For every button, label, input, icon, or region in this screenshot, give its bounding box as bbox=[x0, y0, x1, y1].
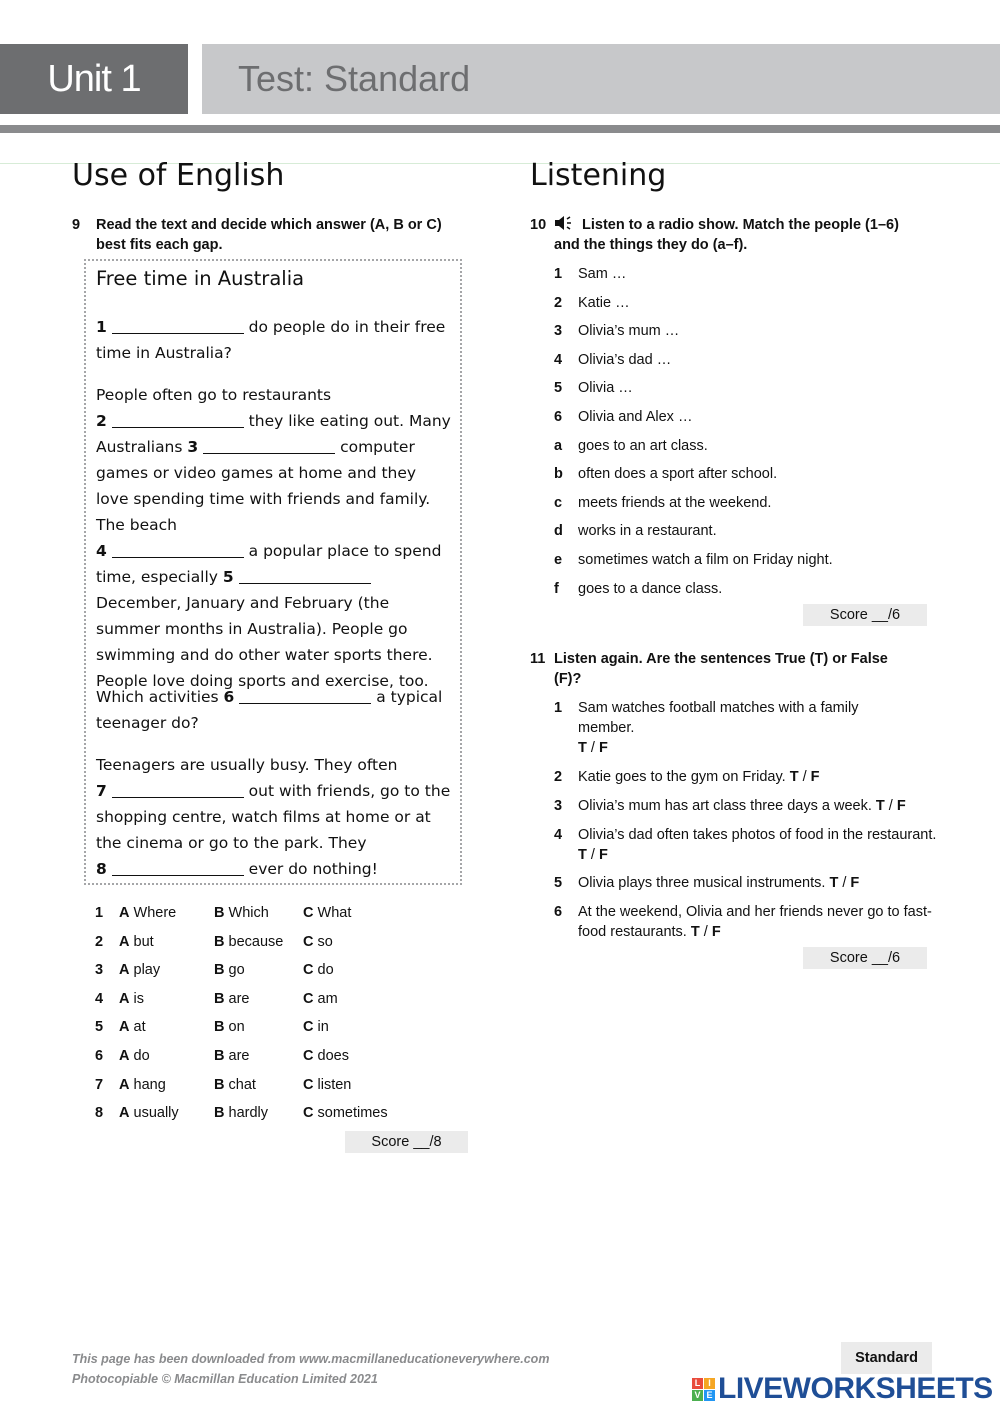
gap-number: 1 bbox=[96, 318, 107, 336]
option-b[interactable]: B are bbox=[214, 1048, 250, 1064]
option-number: 8 bbox=[95, 1105, 104, 1122]
option-a[interactable]: A hang bbox=[119, 1076, 166, 1093]
item-text: At the weekend, Olivia and her friends never go to fast-food restaurants. T / F bbox=[578, 904, 932, 940]
item-label: 5 bbox=[554, 380, 563, 397]
true-option[interactable]: T bbox=[578, 847, 587, 863]
reading-paragraph-4 bbox=[96, 752, 452, 882]
liveworksheets-logo[interactable] bbox=[692, 1372, 993, 1406]
option-number: 7 bbox=[95, 1076, 104, 1093]
option-a[interactable]: A is bbox=[119, 990, 144, 1007]
logo-grid-icon bbox=[692, 1378, 715, 1401]
option-b[interactable]: B on bbox=[214, 1019, 245, 1036]
option-a[interactable]: A usually bbox=[119, 1105, 179, 1122]
option-c[interactable]: C What bbox=[303, 905, 352, 921]
option-b[interactable]: B go bbox=[214, 962, 245, 979]
use-of-english-heading: Use of English bbox=[72, 158, 285, 193]
item-text: Olivia plays three musical instruments. T / F bbox=[578, 875, 860, 891]
tf-separator: / bbox=[586, 847, 599, 863]
option-c[interactable]: C listen bbox=[303, 1076, 352, 1093]
item-text: Olivia and Alex … bbox=[578, 409, 693, 425]
item-label: 1 bbox=[554, 266, 563, 282]
option-b[interactable]: B are bbox=[214, 990, 250, 1007]
true-option[interactable]: T bbox=[578, 740, 587, 756]
item-label: e bbox=[554, 552, 563, 568]
reading-text: Teenagers are usually busy. They often bbox=[96, 756, 398, 774]
option-a[interactable]: A at bbox=[119, 1019, 146, 1036]
tf-separator: / bbox=[586, 740, 599, 756]
item-label: c bbox=[554, 494, 563, 511]
item-text: Olivia’s mum … bbox=[578, 323, 680, 340]
reading-paragraph-1 bbox=[96, 314, 452, 366]
gap-number: 6 bbox=[223, 688, 235, 706]
option-b[interactable]: B chat bbox=[214, 1076, 256, 1093]
gap-number: 2 bbox=[96, 412, 107, 430]
option-b[interactable]: B hardly bbox=[214, 1105, 269, 1122]
gap-2[interactable] bbox=[112, 413, 244, 428]
reading-text: they like eating out. Many Australians bbox=[96, 412, 451, 456]
logo-letter: I bbox=[704, 1378, 715, 1389]
item-text: Olivia … bbox=[578, 380, 633, 397]
tf-separator: / bbox=[884, 798, 897, 814]
reading-text: Which activities bbox=[96, 688, 219, 706]
item-label: 2 bbox=[554, 769, 563, 785]
gap-number: 4 bbox=[96, 542, 107, 560]
reading-text: December, January and February (the summer months in Australia). People go swimming and do other water sports there. People love doing sports and exercise, too. bbox=[96, 594, 433, 690]
item-label: 3 bbox=[554, 323, 563, 340]
level-tab: Standard bbox=[841, 1342, 932, 1374]
question-number: 10 bbox=[530, 217, 547, 233]
reading-text: a popular place to spend time, especially bbox=[96, 542, 442, 586]
option-c[interactable]: C does bbox=[303, 1048, 349, 1064]
gap-3[interactable] bbox=[203, 439, 335, 454]
true-option[interactable]: T bbox=[875, 798, 885, 814]
reading-text: out with friends, go to the shopping centre, watch films at home or at the cinema or go to the park. They bbox=[96, 782, 451, 852]
gap-1[interactable] bbox=[112, 319, 244, 334]
test-title: Test: Standard bbox=[238, 58, 471, 99]
reading-text: ever do nothing! bbox=[248, 860, 378, 878]
gap-5[interactable] bbox=[239, 569, 371, 584]
score-box-q9: Score __/8 bbox=[345, 1131, 468, 1153]
score-box-q11: Score __/6 bbox=[803, 947, 927, 969]
item-label: b bbox=[554, 466, 563, 483]
false-option[interactable]: F bbox=[598, 740, 608, 756]
gap-number: 5 bbox=[222, 568, 234, 586]
download-note: This page has been downloaded from www.macmillaneducationeverywhere.com bbox=[72, 1352, 550, 1366]
header-divider bbox=[0, 125, 1000, 133]
item-text: works in a restaurant. bbox=[578, 523, 717, 540]
gap-6[interactable] bbox=[239, 689, 371, 704]
option-a[interactable]: A but bbox=[119, 933, 154, 950]
item-text: sometimes watch a film on Friday night. bbox=[578, 552, 833, 568]
question-instruction: Read the text and decide which answer (A, B or C) best fits each gap. bbox=[96, 217, 442, 253]
logo-text: LIVEWORKSHEETS bbox=[718, 1372, 993, 1405]
item-text: Sam watches football matches with a family member. T / F bbox=[578, 700, 859, 756]
gap-7[interactable] bbox=[112, 783, 244, 798]
reading-text: computer games or video games at home and they love spending time with friends and family. The beach bbox=[96, 438, 431, 534]
option-a[interactable]: A Where bbox=[119, 905, 177, 921]
true-option[interactable]: T bbox=[789, 769, 799, 785]
option-number: 4 bbox=[95, 990, 104, 1007]
option-a[interactable]: A play bbox=[119, 962, 161, 979]
false-option[interactable]: F bbox=[810, 769, 820, 785]
item-text: Olivia’s dad … bbox=[578, 351, 672, 368]
tf-separator: / bbox=[699, 924, 712, 940]
reading-paragraph-3 bbox=[96, 684, 452, 736]
listening-heading: Listening bbox=[530, 158, 667, 193]
item-label: 3 bbox=[554, 798, 563, 814]
item-text: goes to an art class. bbox=[578, 437, 708, 454]
gap-4[interactable] bbox=[112, 543, 244, 558]
item-label: d bbox=[554, 523, 563, 540]
reading-text: People often go to restaurants bbox=[96, 386, 332, 404]
item-text: Olivia’s mum has art class three days a week. T / F bbox=[578, 798, 906, 814]
score-box-q10: Score __/6 bbox=[803, 604, 927, 626]
gap-number: 8 bbox=[96, 860, 107, 878]
reading-paragraph-2 bbox=[96, 382, 452, 694]
item-label: f bbox=[554, 580, 559, 597]
item-text: Olivia’s dad often takes photos of food in the restaurant. T / F bbox=[578, 827, 937, 863]
item-text: meets friends at the weekend. bbox=[578, 494, 772, 511]
item-label: 1 bbox=[554, 700, 563, 716]
tf-separator: / bbox=[838, 875, 851, 891]
false-option[interactable]: F bbox=[896, 798, 906, 814]
item-text: Katie goes to the gym on Friday. T / F bbox=[578, 769, 820, 785]
question-instruction: Listen again. Are the sentences True (T) or False (F)? bbox=[554, 651, 888, 687]
option-number: 6 bbox=[95, 1048, 104, 1064]
item-text: goes to a dance class. bbox=[578, 580, 723, 597]
question-instruction: Listen to a radio show. Match the people (1–6) and the things they do (a–f). bbox=[554, 217, 899, 253]
item-label: 6 bbox=[554, 409, 563, 425]
option-number: 2 bbox=[95, 933, 104, 950]
option-c[interactable]: C in bbox=[303, 1019, 329, 1036]
question-instruction-wrap bbox=[554, 215, 924, 255]
question-number: 9 bbox=[72, 217, 81, 233]
logo-letter: E bbox=[704, 1390, 715, 1401]
option-number: 3 bbox=[95, 962, 104, 979]
reading-text: do people do in their free time in Australia? bbox=[96, 318, 446, 362]
audio-speaker-icon[interactable] bbox=[554, 215, 576, 231]
item-label: 4 bbox=[554, 351, 563, 368]
item-label: a bbox=[554, 437, 563, 454]
logo-letter: V bbox=[692, 1390, 703, 1401]
question-number: 11 bbox=[530, 651, 546, 667]
reading-text-box bbox=[84, 259, 462, 885]
true-option[interactable]: T bbox=[690, 924, 700, 940]
unit-label: Unit 1 bbox=[0, 44, 188, 114]
option-number: 5 bbox=[95, 1019, 104, 1036]
item-text: often does a sport after school. bbox=[578, 466, 778, 483]
test-title-bar bbox=[202, 44, 1000, 114]
option-number: 1 bbox=[95, 905, 104, 921]
tf-separator: / bbox=[798, 769, 811, 785]
option-c[interactable]: C am bbox=[303, 990, 338, 1007]
reading-title: Free time in Australia bbox=[96, 267, 305, 290]
item-label: 5 bbox=[554, 875, 563, 891]
gap-number: 7 bbox=[96, 782, 107, 800]
false-option[interactable]: F bbox=[598, 847, 608, 863]
item-text: Katie … bbox=[578, 294, 630, 311]
logo-letter: L bbox=[692, 1378, 703, 1389]
gap-8[interactable] bbox=[112, 861, 244, 876]
true-option[interactable]: T bbox=[829, 875, 839, 891]
reading-text: a typical teenager do? bbox=[96, 688, 443, 732]
item-label: 6 bbox=[554, 904, 563, 920]
false-option[interactable]: F bbox=[711, 924, 721, 940]
copyright-note: Photocopiable © Macmillan Education Limited 2021 bbox=[72, 1372, 378, 1386]
option-b[interactable]: B Which bbox=[214, 905, 269, 921]
option-c[interactable]: C so bbox=[303, 933, 333, 950]
gap-number: 3 bbox=[187, 438, 199, 456]
option-a[interactable]: A do bbox=[119, 1048, 150, 1064]
item-label: 2 bbox=[554, 294, 563, 311]
option-b[interactable]: B because bbox=[214, 933, 284, 950]
false-option[interactable]: F bbox=[850, 875, 860, 891]
item-text: Sam … bbox=[578, 266, 627, 282]
option-c[interactable]: C sometimes bbox=[303, 1105, 388, 1122]
item-label: 4 bbox=[554, 827, 563, 843]
option-c[interactable]: C do bbox=[303, 962, 334, 979]
